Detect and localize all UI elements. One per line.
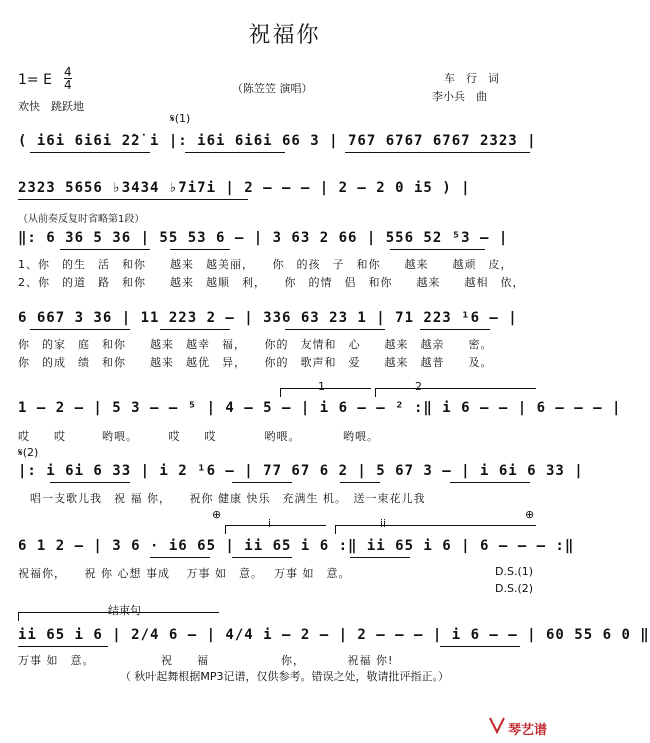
ds-1: D.S.(1) [495, 565, 534, 578]
coda-sign-2: ⊕ [525, 508, 535, 521]
composer: 李小兵 曲 [432, 90, 487, 103]
underline-beam [18, 646, 108, 647]
underline-beam [18, 199, 248, 200]
underline-beam [232, 482, 292, 483]
volta-label-2: 2 [415, 380, 422, 393]
score-line-3: ‖: 6 36 5 36 | 55 53 6 – | 3 63 2 66 | 556 52 ⁵3 – | [18, 230, 509, 246]
underline-beam [185, 152, 285, 153]
score-line-1: ( i6i 6i6i 2̇2̇ i |: i6i 6i6i 66 3 | 767 6767 6767 2323 | [18, 133, 537, 149]
lyric-line-8: 万事 如 意。 祝 福 你， 祝福 你! [18, 654, 394, 667]
underline-beam [420, 329, 490, 330]
coda-bracket-ii [335, 525, 536, 534]
lyric-line-6: 唱一支歌儿我 祝 福 你， 祝你 健康 快乐 充满生 机。 送一束花儿我 [30, 492, 426, 505]
score-line-7: 6 1 2 – | 3 6 · i6 65 | ii 65 i 6 :‖ ii 65 i 6 | 6 – – – :‖ [18, 538, 575, 554]
key-signature: 1= E [18, 72, 52, 88]
score-line-5: 1 – 2 – | 5 3 – – ⁵ | 4 – 5 – | i 6 – – ² :‖ i 6 – – | 6 – – – | [18, 400, 622, 416]
volta-bracket-2 [375, 388, 536, 397]
lyric-line-4a: 你 的家 庭 和你 越来 越幸 福， 你的 友情和 心 越来 越亲 密。 [18, 338, 493, 351]
underline-beam [170, 249, 230, 250]
coda-bracket-i [225, 525, 326, 534]
segno-mark-2: 𝄋(2) [18, 446, 39, 459]
performer: （陈笠笠 演唱） [232, 82, 313, 95]
volta-bracket-1 [280, 388, 371, 397]
underline-beam [160, 329, 230, 330]
lyric-line-4b: 你 的成 绩 和你 越来 越优 异， 你的 歌声和 爱 越来 越普 及。 [18, 356, 493, 369]
page-title: 祝福你 [248, 23, 321, 48]
score-line-6: |: i 6i 6 33 | i 2 ¹6 – | 77 67 6 2 | 5 67 3 – | i 6i 6 33 | [18, 463, 584, 479]
time-signature-top: 4 [64, 65, 72, 79]
segno-mark-1: 𝄋(1) [170, 112, 191, 125]
underline-beam [30, 329, 130, 330]
tempo-marking: 欢快 跳跃地 [18, 100, 84, 113]
underline-beam [350, 557, 410, 558]
score-line-8: ii 65 i 6 | 2/4 6 – | 4/4 i – 2 – | 2 – – – | i 6 – – | 60 55 6 0 ‖ [18, 627, 650, 643]
underline-beam [390, 249, 485, 250]
coda-label-ii: ii [380, 517, 387, 530]
coda-label-i: i [268, 517, 272, 530]
logo-icon [488, 716, 506, 734]
underline-beam [450, 482, 530, 483]
score-line-2: 2323 5656 ♭3434 ♭7i7i | 2 – – – | 2 – 2 0 i5 ) | [18, 180, 471, 196]
underline-beam [30, 152, 150, 153]
ending-label: 结束句 [108, 604, 141, 617]
lyricist: 车 行 词 [444, 72, 499, 85]
time-signature [64, 66, 72, 91]
underline-beam [285, 329, 385, 330]
volta-label-1: 1 [318, 380, 325, 393]
underline-beam [345, 152, 530, 153]
underline-beam [340, 482, 380, 483]
coda-sign-1: ⊕ [212, 508, 222, 521]
transcription-note: （ 秋叶起舞根据MP3记谱，仅供参考。错误之处，敬请批评指正。） [119, 670, 450, 683]
ds-2: D.S.(2) [495, 582, 534, 595]
underline-beam [60, 249, 150, 250]
time-signature-bottom: 4 [64, 78, 72, 92]
lyric-line-3a: 1、你 的生 活 和你 越来 越美丽， 你 的孩 子 和你 越来 越顽 皮， [18, 258, 513, 271]
underline-beam [150, 557, 210, 558]
underline-beam [50, 482, 130, 483]
lyric-line-5: 哎 哎 哟喂。 哎 哎 哟喂。 哟喂。 [18, 430, 379, 443]
underline-beam [440, 646, 520, 647]
lyric-line-3b: 2、你 的道 路 和你 越来 越顺 利， 你 的情 侣 和你 越来 越相 依， [18, 276, 525, 289]
site-logo-text: 琴艺谱 [508, 723, 548, 738]
lyric-line-7: 祝福你， 祝 你 心想 事成 万事 如 意。 万事 如 意。 [18, 567, 351, 580]
score-line-4: 6 667 3 36 | 11 223 2 – | 336 63 23 1 | 71 223 ¹6 – | [18, 310, 518, 326]
underline-beam [232, 557, 292, 558]
verse-note: （从前奏反复时省略第1段） [18, 214, 145, 225]
